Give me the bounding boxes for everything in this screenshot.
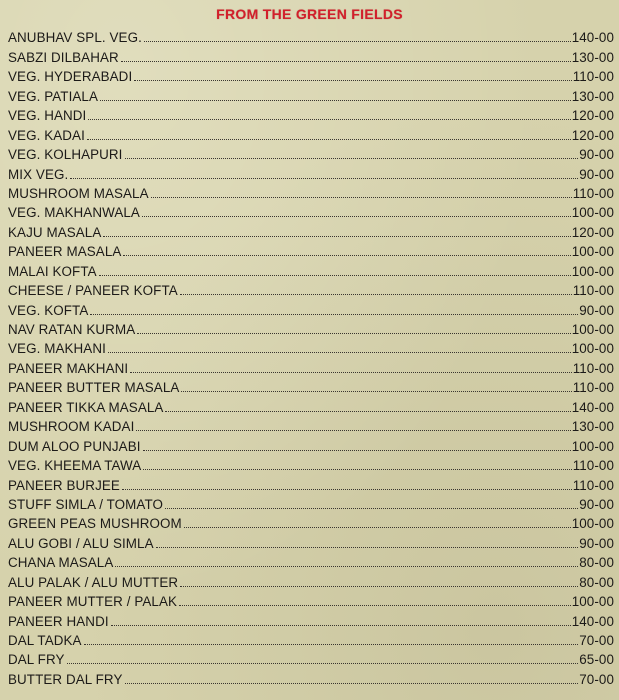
menu-item-price: 140-00 [571,399,614,415]
menu-item [8,45,614,64]
menu-item-name: CHANA MASALA [8,555,114,571]
menu-item [8,376,614,395]
dot-leader [67,663,579,664]
menu-item-price: 110-00 [572,360,614,376]
menu-item [8,493,614,512]
menu-item [8,434,614,453]
menu-item-price: 120-00 [571,108,614,124]
menu-item-price: 120-00 [571,127,614,143]
menu-item [8,531,614,550]
menu-item [8,123,614,142]
dot-leader [179,605,571,606]
menu-item-name: PANEER HANDI [8,613,109,629]
menu-item-name: MIX VEG. [8,166,69,182]
menu-item-price: 140-00 [571,613,614,629]
menu-item [8,512,614,531]
dot-leader [90,314,578,315]
menu-item-name: VEG. MAKHANI [8,341,106,357]
menu-list [8,26,614,687]
menu-item-price: 110-00 [572,458,614,474]
menu-item [8,259,614,278]
dot-leader [84,644,579,645]
menu-item-name: VEG. HYDERABADI [8,69,133,85]
menu-item-name: VEG. HANDI [8,108,87,124]
menu-item-price: 80-00 [579,555,614,571]
menu-item-price: 110-00 [572,283,614,299]
menu-item [8,667,614,686]
menu-item-price: 130-00 [571,88,614,104]
menu-item-name: VEG. KOFTA [8,302,89,318]
menu-item [8,415,614,434]
menu-item-price: 100-00 [571,263,614,279]
dot-leader [143,469,571,470]
menu-item-price: 100-00 [571,594,614,610]
dot-leader [99,275,571,276]
menu-item-name: MALAI KOFTA [8,263,97,279]
menu-item [8,648,614,667]
dot-leader [100,100,571,101]
dot-leader [121,61,571,62]
menu-item-price: 90-00 [579,147,614,163]
menu-item [8,356,614,375]
dot-leader [70,178,578,179]
menu-item-price: 100-00 [571,341,614,357]
menu-item-name: STUFF SIMLA / TOMATO [8,496,164,512]
menu-item-name: PANEER MASALA [8,244,122,260]
dot-leader [151,197,572,198]
dot-leader [181,391,571,392]
menu-item-price: 110-00 [572,69,614,85]
menu-item-price: 100-00 [571,244,614,260]
menu-item-name: BUTTER DAL FRY [8,671,123,687]
menu-item [8,551,614,570]
menu-item [8,143,614,162]
menu-item [8,240,614,259]
menu-item [8,298,614,317]
menu-item [8,395,614,414]
dot-leader [137,333,570,334]
menu-item [8,182,614,201]
menu-item [8,65,614,84]
dot-leader [144,41,571,42]
menu-item [8,629,614,648]
menu-item-price: 100-00 [571,438,614,454]
menu-item-price: 90-00 [579,535,614,551]
dot-leader [111,625,571,626]
dot-leader [180,294,572,295]
dot-leader [115,566,578,567]
menu-item-price: 110-00 [572,380,614,396]
menu-item-name: ANUBHAV SPL. VEG. [8,30,142,46]
menu-item-name: PANEER BURJEE [8,477,120,493]
menu-item-name: VEG. PATIALA [8,88,99,104]
menu-item-name: MUSHROOM MASALA [8,185,149,201]
menu-item-name: PANEER TIKKA MASALA [8,399,164,415]
menu-item [8,84,614,103]
dot-leader [88,119,570,120]
menu-item-name: VEG. KADAI [8,127,85,143]
menu-item-name: DAL FRY [8,652,65,668]
section-title: FROM THE GREEN FIELDS [216,6,403,22]
menu-item-name: GREEN PEAS MUSHROOM [8,516,182,532]
dot-leader [125,158,579,159]
menu-item-name: ALU GOBI / ALU SIMLA [8,535,154,551]
menu-item-name: DAL TADKA [8,633,82,648]
menu-item-name: ALU PALAK / ALU MUTTER [8,574,179,590]
menu-item [8,473,614,492]
menu-item-price: 120-00 [571,224,614,240]
dot-leader [87,139,571,140]
menu-item [8,454,614,473]
menu-item [8,104,614,123]
menu-item [8,201,614,220]
dot-leader [184,527,571,528]
menu-item-name: PANEER MUTTER / PALAK [8,594,178,610]
menu-item-name: KAJU MASALA [8,224,102,240]
menu-item [8,609,614,628]
dot-leader [130,372,571,373]
dot-leader [136,430,570,431]
menu-item-price: 100-00 [571,516,614,532]
menu-item-price: 90-00 [579,302,614,318]
menu-item-price: 90-00 [579,166,614,182]
dot-leader [165,508,578,509]
dot-leader [125,683,579,684]
menu-item [8,337,614,356]
menu-item-price: 70-00 [579,671,614,687]
dot-leader [143,450,571,451]
menu-item [8,220,614,239]
menu-item-name: PANEER BUTTER MASALA [8,380,180,396]
menu-item-price: 110-00 [572,185,614,201]
menu-item-price: 80-00 [579,574,614,590]
menu-item [8,590,614,609]
dot-leader [180,586,578,587]
menu-item [8,162,614,181]
dot-leader [165,411,570,412]
dot-leader [108,352,571,353]
menu-item-name: VEG. MAKHANWALA [8,205,140,221]
dot-leader [123,255,570,256]
dot-leader [142,216,571,217]
menu-item-name: CHEESE / PANEER KOFTA [8,283,178,299]
menu-item-price: 65-00 [579,652,614,668]
menu-item-price: 100-00 [571,322,614,337]
menu-item [8,318,614,337]
menu-item-price: 140-00 [571,30,614,46]
menu-item-price: 90-00 [579,496,614,512]
menu-item [8,570,614,589]
menu-item-price: 70-00 [579,633,614,648]
menu-item-name: NAV RATAN KURMA [8,322,136,337]
dot-leader [103,236,570,237]
menu-item-price: 110-00 [572,477,614,493]
menu-item-name: DUM ALOO PUNJABI [8,438,141,454]
menu-item-name: VEG. KHEEMA TAWA [8,458,142,474]
menu-item-name: MUSHROOM KADAI [8,419,135,435]
menu-item [8,26,614,45]
menu-item-price: 130-00 [571,419,614,435]
dot-leader [134,80,571,81]
menu-item-name: PANEER MAKHANI [8,360,129,376]
menu-item-price: 130-00 [571,49,614,65]
menu-item-name: SABZI DILBAHAR [8,49,119,65]
dot-leader [122,489,572,490]
menu-item-price: 100-00 [571,205,614,221]
dot-leader [156,547,579,548]
menu-item-name: VEG. KOLHAPURI [8,147,123,163]
menu-item [8,279,614,298]
